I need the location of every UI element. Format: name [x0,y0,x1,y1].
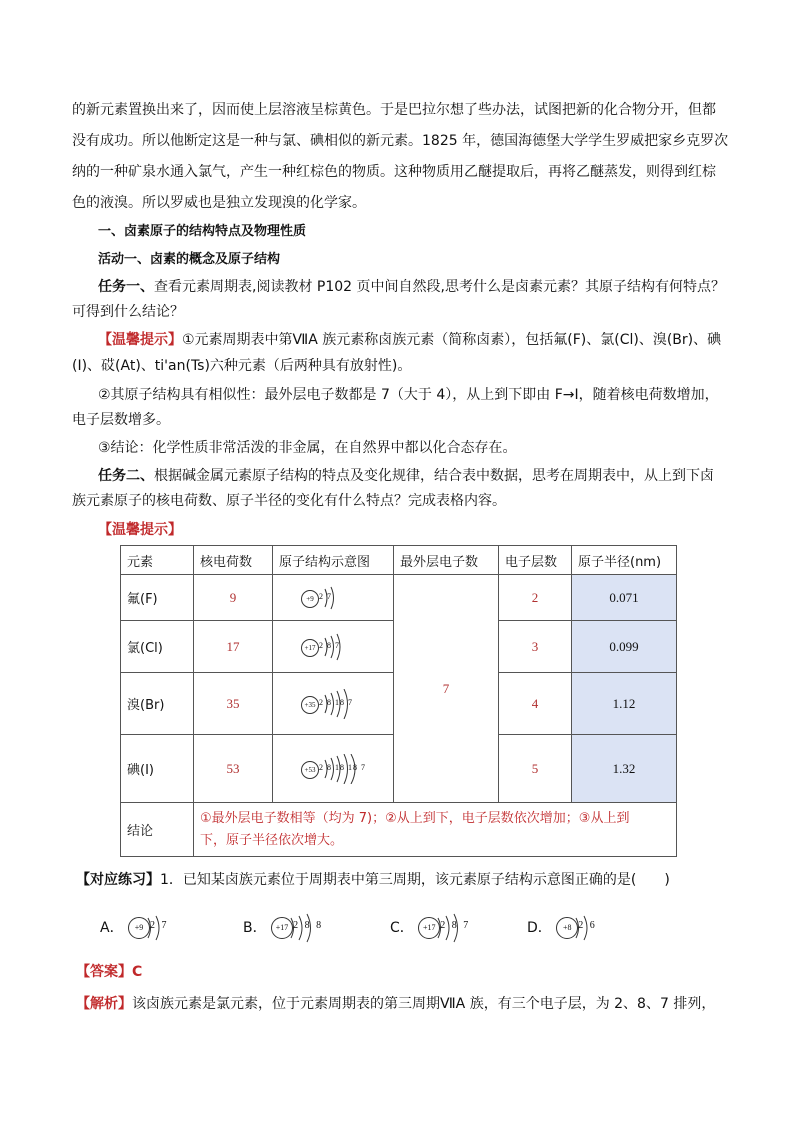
task1-line1 [98,277,758,297]
header-outer-electrons: 最外层电子数 [394,546,499,575]
cell-element: 溴(Br) [121,673,194,735]
task1-text: 查看元素周期表,阅读教材 P102 页中间自然段,思考什么是卤素元素？其原子结构有何特点？ [154,279,725,295]
task2-label: 任务二、 [98,468,154,484]
option-letter: B． [243,920,267,936]
cell-radius: 1.12 [572,673,677,735]
exercise-question: 1．已知某卤族元素位于周期表中第三周期，该元素原子结构示意图正确的是( ) [160,872,670,888]
analysis-line [76,994,736,1014]
analysis-label: 【解析】 [76,996,132,1012]
cell-charge: 35 [194,673,273,735]
option-a [100,912,178,944]
nucleus: +17 [301,639,319,657]
nucleus: +9 [128,917,150,939]
option-atom-diagram [271,912,335,944]
shell-electrons: 2 8 7 [440,920,471,931]
answer-label: 【答案】 [76,964,132,980]
option-d [527,912,606,944]
cell-radius: 1.32 [572,735,677,803]
nucleus: +8 [556,917,578,939]
option-atom-diagram [556,912,606,944]
activity-title: 活动一、卤素的概念及原子结构 [98,252,281,267]
atom-diagram-f [301,583,341,613]
task1-label: 任务一、 [98,279,154,295]
header-charge: 核电荷数 [194,546,273,575]
header-radius: 原子半径(nm) [572,546,677,575]
option-atom-diagram [128,912,178,944]
cell-element: 氟(F) [121,575,194,621]
hint1-text: ①元素周期表中第ⅦA 族元素称卤族元素（简称卤素），包括氟(F)、氯(Cl)、溴(Br)、碘 [182,332,722,348]
hint-label: 【温馨提示】 [98,332,182,348]
cell-layers: 5 [499,735,572,803]
cell-radius: 0.071 [572,575,677,621]
atom-diagram-i [301,754,371,784]
nucleus: +53 [301,761,319,779]
cell-outer-electrons: 7 [394,575,499,803]
cell-charge: 9 [194,575,273,621]
paragraph-line: 没有成功。所以他断定这是一种与氯、碘相似的新元素。1825 年，德国海德堡大学学生罗威把家乡克罗次 [72,133,729,149]
hint2-label: 【温馨提示】 [98,522,182,538]
table-row-conclusion [121,803,677,857]
atom-diagram-cl [301,632,351,662]
option-b [243,912,335,944]
analysis-text: 该卤族元素是氯元素，位于元素周期表的第三周期ⅦA 族，有三个电子层，为 2、8、7 排列， [132,996,716,1012]
shell-electrons: 2 8 18 18 7 [319,762,366,772]
nucleus: +35 [301,696,319,714]
shell-electrons: 2 6 [578,920,597,931]
cell-layers: 2 [499,575,572,621]
section-title: 一、卤素原子的结构特点及物理性质 [98,224,307,239]
cell-element: 氯(Cl) [121,621,194,673]
paragraph-line: 色的液溴。所以罗威也是独立发现溴的化学家。 [72,195,366,211]
nucleus: +17 [271,917,293,939]
nucleus: +17 [418,917,440,939]
option-atom-diagram [418,912,482,944]
option-letter: A． [100,920,124,936]
paragraph-line: 的新元素置换出来了，因而使上层溶液呈棕黄色。于是巴拉尔想了些办法，试图把新的化合物分开，但都 [72,102,716,118]
task2-line1 [98,466,758,486]
paragraph-line: 纳的一种矿泉水通入氯气，产生一种红棕色的物质。这种物质用乙醚提取后，再将乙醚蒸发，则得到红棕 [72,164,716,180]
cell-conclusion-label: 结论 [121,803,194,857]
header-element: 元素 [121,546,194,575]
cell-charge: 53 [194,735,273,803]
hint1-line2: (I)、砹(At)、ti'an(Ts)六种元素（后两种具有放射性)。 [72,358,412,374]
cell-radius: 0.099 [572,621,677,673]
option-letter: D． [527,920,552,936]
shell-electrons: 2 7 [150,920,169,931]
cell-structure [273,621,394,673]
cell-structure [273,673,394,735]
cell-charge: 17 [194,621,273,673]
exercise-label: 【对应练习】 [76,872,160,888]
header-layers: 电子层数 [499,546,572,575]
shell-electrons: 2 8 8 [293,920,324,931]
option-c [390,912,482,944]
cell-element: 碘(I) [121,735,194,803]
task2-line2: 族元素原子的核电荷数、原子半径的变化有什么特点？完成表格内容。 [72,493,506,509]
hint1-line5: ③结论：化学性质非常活泼的非金属，在自然界中都以化合态存在。 [98,440,517,456]
hint1-line4: 电子层数增多。 [72,412,170,428]
cell-layers: 3 [499,621,572,673]
shell-electrons: 2 8 18 7 [319,697,353,707]
cell-layers: 4 [499,673,572,735]
option-letter: C． [390,920,414,936]
task1-line2: 可得到什么结论？ [72,304,184,320]
shell-electrons: 2 7 [319,591,332,601]
nucleus: +9 [301,590,319,608]
header-structure: 原子结构示意图 [273,546,394,575]
conclusion-line2: 下，原子半径依次增大。 [200,832,344,848]
cell-structure [273,735,394,803]
table-header-row [121,546,677,575]
answer-value: C [132,964,143,980]
shell-electrons: 2 8 7 [319,640,340,650]
cell-structure [273,575,394,621]
hint1-line3: ②其原子结构具有相似性：最外层电子数都是 7（大于 4），从上到下即由 F→I，随着核电荷数增加， [98,387,719,403]
hint1-line1 [98,330,758,350]
task2-text: 根据碱金属元素原子结构的特点及变化规律，结合表中数据，思考在周期表中，从上到下卤 [154,468,714,484]
cell-conclusion [194,803,677,857]
answer-line [76,962,736,982]
halogen-table [120,545,677,857]
exercise-question-line [76,870,736,890]
conclusion-line1: ①最外层电子数相等（均为 7)；②从上到下，电子层数依次增加；③从上到 [200,810,630,826]
table-row [121,575,677,621]
atom-diagram-br [301,689,361,719]
